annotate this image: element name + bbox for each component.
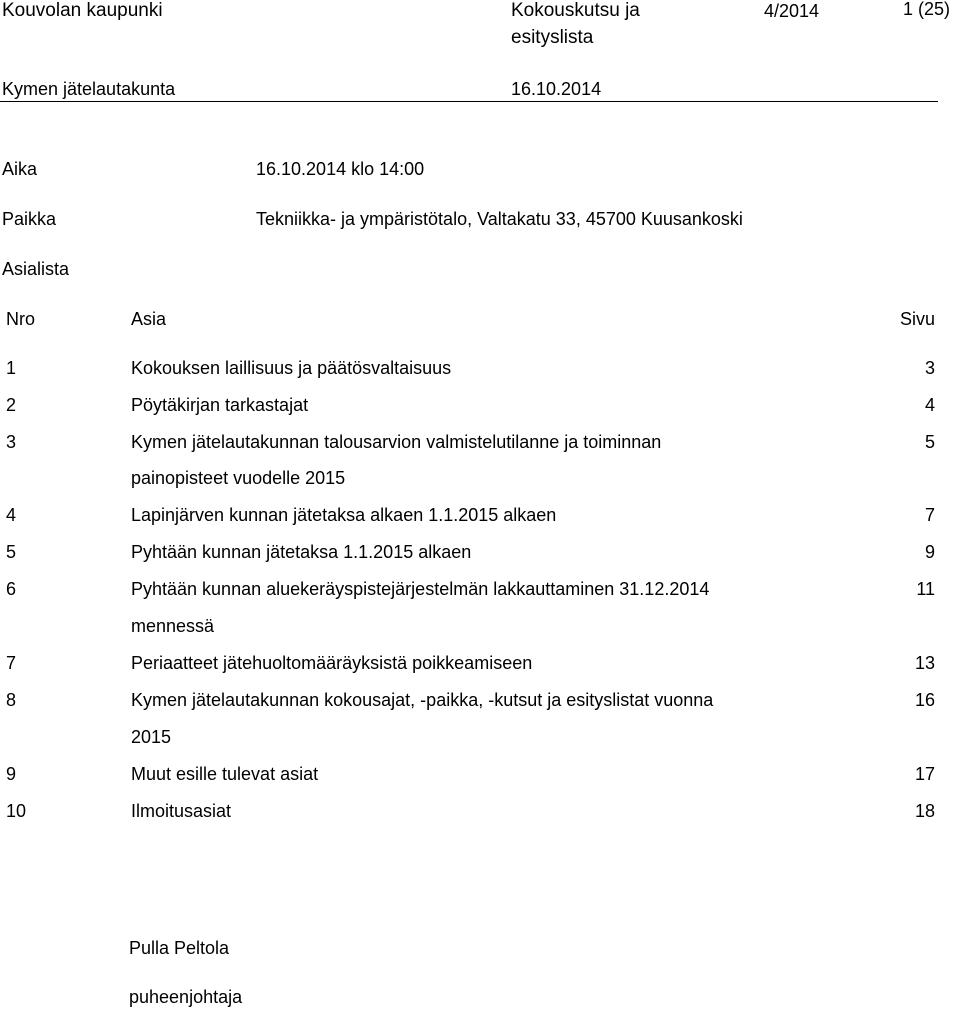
item-number: 3 bbox=[6, 432, 17, 452]
item-title-line2: 2015 bbox=[131, 727, 172, 747]
col-header-nro: Nro bbox=[6, 309, 36, 329]
agenda-item bbox=[0, 357, 960, 379]
agenda-item bbox=[0, 763, 960, 785]
item-number: 1 bbox=[6, 358, 17, 378]
item-page: 7 bbox=[924, 505, 935, 525]
item-title: Kokouksen laillisuus ja päätösvaltaisuus bbox=[131, 358, 452, 378]
agenda-item bbox=[0, 652, 960, 674]
item-page: 16 bbox=[914, 690, 935, 710]
agenda-item bbox=[0, 504, 960, 526]
item-title: Kymen jätelautakunnan talousarvion valmistelutilanne ja toiminnan bbox=[131, 432, 662, 452]
organization-name: Kouvolan kaupunki bbox=[2, 0, 163, 21]
item-title: Kymen jätelautakunnan kokousajat, -paikka, -kutsut ja esityslistat vuonna bbox=[131, 690, 714, 710]
agenda-item bbox=[0, 800, 960, 822]
col-header-asia: Asia bbox=[131, 309, 167, 329]
place-value: Tekniikka- ja ympäristötalo, Valtakatu 33, 45700 Kuusankoski bbox=[256, 209, 743, 229]
item-page: 4 bbox=[924, 395, 935, 415]
doc-type-line1: Kokouskutsu ja bbox=[511, 0, 640, 21]
item-page: 11 bbox=[916, 579, 935, 599]
agenda-item bbox=[0, 689, 960, 711]
page-number: 1 (25) bbox=[903, 0, 951, 19]
signature-name: Pulla Peltola bbox=[129, 938, 230, 958]
place-label: Paikka bbox=[2, 209, 57, 229]
doc-type-line2: esityslista bbox=[511, 27, 594, 48]
item-number: 2 bbox=[6, 395, 17, 415]
item-number: 6 bbox=[6, 579, 17, 599]
item-number: 9 bbox=[6, 764, 17, 784]
signature-title: puheenjohtaja bbox=[129, 987, 243, 1007]
item-title-line2: mennessä bbox=[131, 616, 215, 636]
header-date: 16.10.2014 bbox=[511, 79, 602, 99]
time-label: Aika bbox=[2, 159, 38, 179]
item-title: Pöytäkirjan tarkastajat bbox=[131, 395, 309, 415]
item-title: Pyhtään kunnan jätetaksa 1.1.2015 alkaen bbox=[131, 542, 472, 562]
item-title: Pyhtään kunnan aluekeräyspistejärjestelmän lakkauttaminen 31.12.2014 bbox=[131, 579, 710, 599]
agenda-item bbox=[0, 394, 960, 416]
agenda-item bbox=[0, 431, 960, 453]
agenda-item-continuation bbox=[0, 726, 960, 748]
agenda-title: Asialista bbox=[2, 259, 70, 279]
item-title: Lapinjärven kunnan jätetaksa alkaen 1.1.2015 alkaen bbox=[131, 505, 557, 525]
item-title-line2: painopisteet vuodelle 2015 bbox=[131, 468, 346, 488]
item-title: Periaatteet jätehuoltomääräyksistä poikkeamiseen bbox=[131, 653, 533, 673]
item-number: 5 bbox=[6, 542, 17, 562]
item-page: 9 bbox=[924, 542, 935, 562]
item-title: Muut esille tulevat asiat bbox=[131, 764, 319, 784]
item-page: 18 bbox=[914, 801, 935, 821]
item-number: 10 bbox=[6, 801, 27, 821]
item-number: 8 bbox=[6, 690, 17, 710]
item-page: 3 bbox=[924, 358, 935, 378]
item-title: Ilmoitusasiat bbox=[131, 801, 232, 821]
agenda-item-continuation bbox=[0, 615, 960, 637]
col-header-sivu: Sivu bbox=[899, 309, 935, 329]
time-value: 16.10.2014 klo 14:00 bbox=[256, 159, 425, 179]
committee-name: Kymen jätelautakunta bbox=[2, 79, 176, 99]
item-number: 7 bbox=[6, 653, 17, 673]
header-rule bbox=[0, 101, 938, 102]
agenda-item bbox=[0, 541, 960, 563]
item-page: 5 bbox=[924, 432, 935, 452]
agenda-item bbox=[0, 578, 960, 600]
doc-number: 4/2014 bbox=[764, 1, 820, 21]
item-page: 17 bbox=[914, 764, 935, 784]
item-page: 13 bbox=[914, 653, 935, 673]
agenda-item-continuation bbox=[0, 467, 960, 489]
item-number: 4 bbox=[6, 505, 17, 525]
